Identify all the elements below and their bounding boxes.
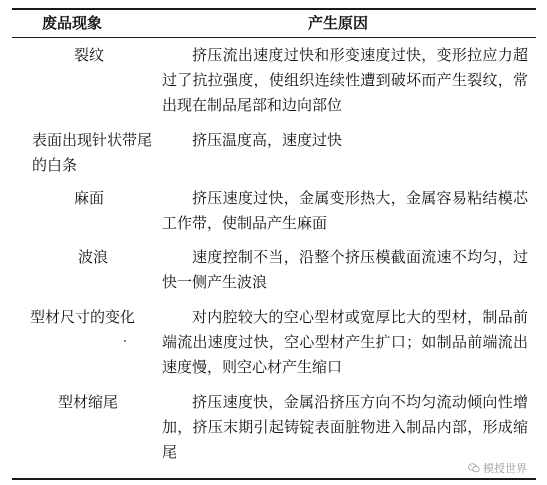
phenomenon-cell: 裂纹 — [74, 46, 105, 64]
phenomenon-cell: 表面出现针状带尾的白条 — [32, 131, 153, 174]
cause-cell: 挤压温度高，速度过快 — [192, 131, 343, 149]
cause-cell: 挤压速度过快，金属变形热大，金属容易粘结模芯工作带，使制品产生麻面 — [162, 189, 528, 232]
phenomenon-cell: 型材尺寸的变化 — [30, 308, 136, 326]
table-top-rule — [12, 8, 536, 10]
wechat-icon — [468, 463, 480, 473]
table-bottom-rule — [12, 478, 536, 480]
cause-cell: 挤压速度快，金属沿挤压方向不均匀流动倾向性增加，挤压末期引起铸锭表面脏物进入制品内部，形成缩尾 — [162, 393, 528, 461]
table-header-rule — [12, 37, 536, 38]
watermark-text: 模授世界 — [483, 462, 527, 475]
scan-speck — [124, 340, 126, 342]
header-phenomenon: 废品现象 — [42, 14, 103, 32]
watermark — [468, 460, 527, 476]
header-cause: 产生原因 — [308, 14, 369, 32]
phenomenon-cell: 型材缩尾 — [58, 393, 119, 411]
cause-cell: 挤压流出速度过快和形变速度过快，变形拉应力超过了抗拉强度，使组织连续性遭到破坏而产生裂纹，常出现在制品尾部和边向部位 — [162, 46, 528, 114]
phenomenon-cell: 麻面 — [74, 189, 105, 207]
cause-cell: 速度控制不当，沿整个挤压模截面流速不均匀，过快一侧产生波浪 — [162, 248, 528, 291]
cause-cell: 对内腔较大的空心型材或宽厚比大的型材，制品前端流出速度过快，空心型材产生扩口；如制品前端流出速度慢，则空心材产生缩口 — [162, 308, 528, 376]
phenomenon-cell: 波浪 — [78, 248, 109, 266]
